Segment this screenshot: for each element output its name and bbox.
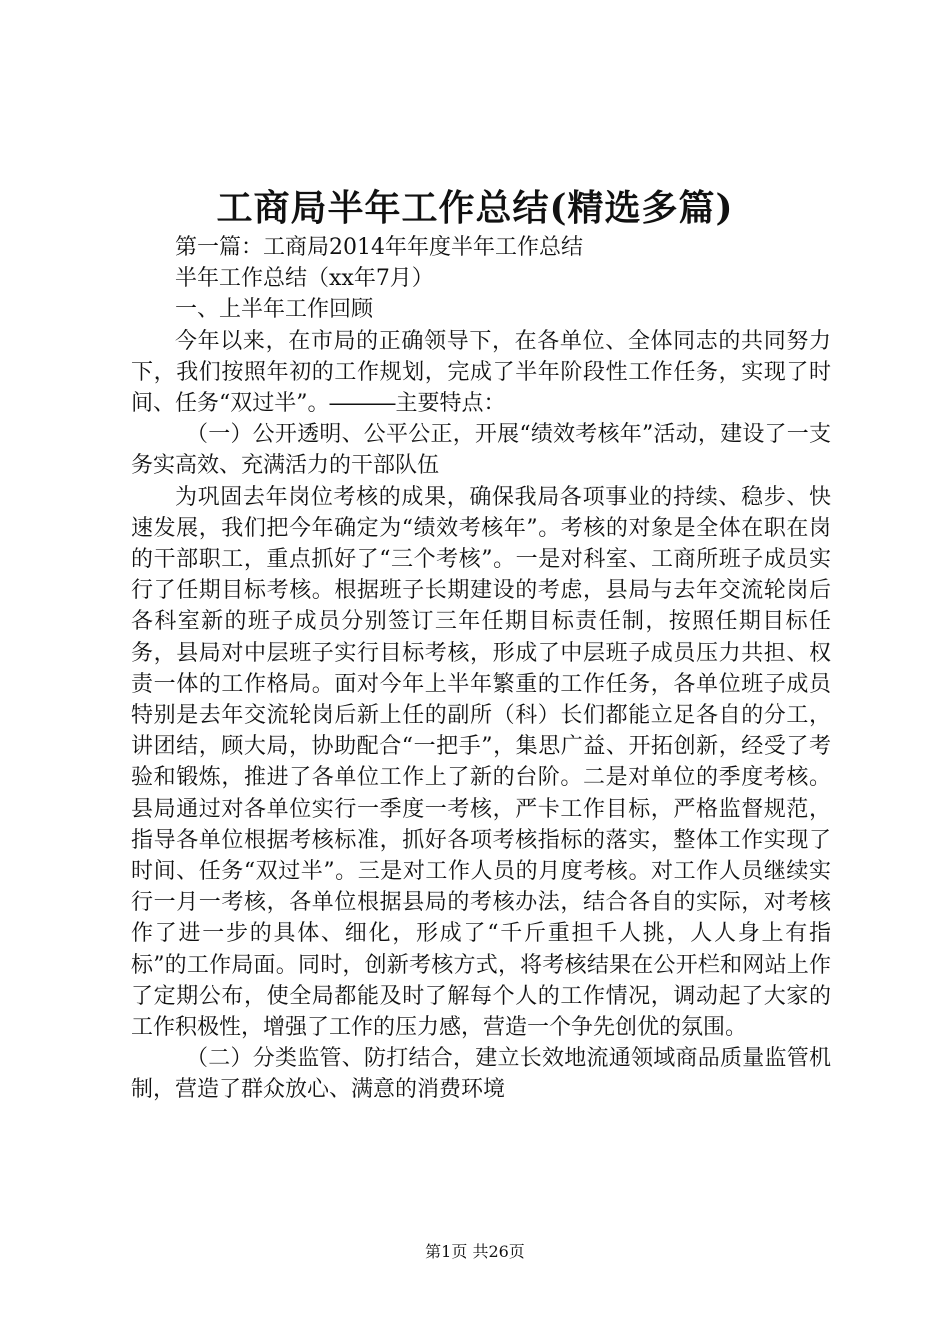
- subsection-heading: （二）分类监管、防打结合，建立长效地流通领域商品质量监管机制，营造了群众放心、满意的消费环境: [131, 1046, 831, 1103]
- document-title: 工商局半年工作总结(精选多篇): [216, 187, 734, 229]
- paragraph: 半年工作总结（xx年7月）: [175, 266, 434, 292]
- paragraph: 第一篇：工商局2014年年度半年工作总结: [175, 235, 583, 260]
- paragraph: 今年以来，在市局的正确领导下，在各单位、全体同志的共同努力下，我们按照年初的工作规划，完成了半年阶段性工作任务，实现了时间、任务“双过半”。―――主要特点：: [131, 328, 831, 417]
- paragraph: 为巩固去年岗位考核的成果，确保我局各项事业的持续、稳步、快速发展，我们把今年确定为“绩效考核年”。考核的对象是全体在职在岗的干部职工，重点抓好了“三个考核”。一是对科室、工商所班子成员实行了任期目标考核。根据班子长期建设的考虑，县局与去年交流轮岗后各科室新的班子成员分别签订三年任期目标责任制，按照任期目标任务，县局对中层班子实行目标考核，形成了中层班子成员压力共担、权责一体的工作格局。面对今年上半年繁重的工作任务，各单位班子成员特别是去年交流轮岗后新上任的副所（科）长们都能立足各自的分工，讲团结，顾大局，协助配合“一把手”，集思广益、开拓创新，经受了考验和锻炼，推进了各单位工作上了新的台阶。二是对单位的季度考核。县局通过对各单位实行一季度一考核，严卡工作目标，严格监督规范，指导各单位根据考核标准，抓好各项考核指标的落实，整体工作实现了时间、任务“双过半”。三是对工作人员的月度考核。对工作人员继续实行一月一考核，各单位根据县局的考核办法，结合各自的实际，对考核作了进一步的具体、细化，形成了“千斤重担千人挑，人人身上有指标”的工作局面。同时，创新考核方式，将考核结果在公开栏和网站上作了定期公布，使全局都能及时了解每个人的工作情况，调动起了大家的工作积极性，增强了工作的压力感，营造一个争先创优的氛围。: [131, 484, 831, 1041]
- section-heading: 一、上半年工作回顾: [175, 297, 374, 323]
- subsection-heading: （一）公开透明、公平公正，开展“绩效考核年”活动，建设了一支务实高效、充满活力的干部队伍: [131, 422, 831, 479]
- document-body: [131, 232, 831, 1106]
- page-footer: 第1页 共26页: [425, 1242, 525, 1261]
